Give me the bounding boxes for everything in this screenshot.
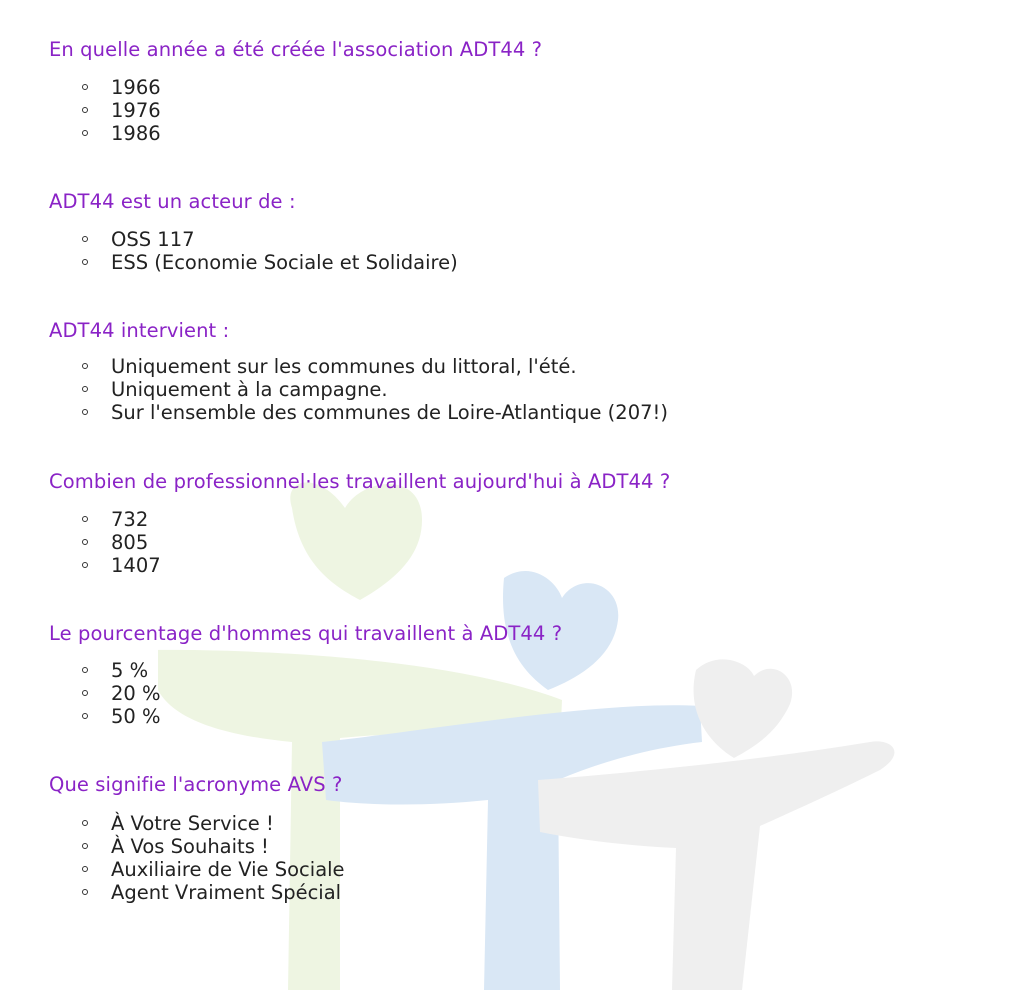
hollow-circle-icon bbox=[82, 539, 88, 545]
question-5: Le pourcentage d'hommes qui travaillent à ADT44 ? bbox=[49, 622, 563, 645]
option-label: 1986 bbox=[111, 122, 161, 145]
option-label: 732 bbox=[111, 508, 149, 531]
option-label: OSS 117 bbox=[111, 228, 195, 251]
hollow-circle-icon bbox=[82, 259, 88, 265]
option-label: 20 % bbox=[111, 682, 161, 705]
hollow-circle-icon bbox=[82, 843, 88, 849]
options-list-6 bbox=[78, 812, 345, 904]
option-item bbox=[78, 835, 345, 858]
hollow-circle-icon bbox=[82, 84, 88, 90]
option-label: ESS (Economie Sociale et Solidaire) bbox=[111, 251, 458, 274]
option-item bbox=[78, 99, 161, 122]
option-item bbox=[78, 659, 161, 682]
option-item bbox=[78, 682, 161, 705]
hollow-circle-icon bbox=[82, 562, 88, 568]
hollow-circle-icon bbox=[82, 409, 88, 415]
option-label: 805 bbox=[111, 531, 149, 554]
question-3: ADT44 intervient : bbox=[49, 319, 230, 342]
hollow-circle-icon bbox=[82, 363, 88, 369]
hollow-circle-icon bbox=[82, 820, 88, 826]
question-1: En quelle année a été créée l'association ADT44 ? bbox=[49, 38, 543, 61]
options-list-5 bbox=[78, 659, 161, 728]
options-list-4 bbox=[78, 508, 161, 577]
option-label: 5 % bbox=[111, 659, 149, 682]
option-item bbox=[78, 554, 161, 577]
option-label: À Votre Service ! bbox=[111, 812, 274, 835]
option-label: Auxiliaire de Vie Sociale bbox=[111, 858, 345, 881]
option-item bbox=[78, 122, 161, 145]
question-4: Combien de professionnel·les travaillent aujourd'hui à ADT44 ? bbox=[49, 470, 671, 493]
hollow-circle-icon bbox=[82, 516, 88, 522]
question-2: ADT44 est un acteur de : bbox=[49, 190, 296, 213]
option-label: Sur l'ensemble des communes de Loire-Atlantique (207!) bbox=[111, 401, 668, 424]
hollow-circle-icon bbox=[82, 107, 88, 113]
option-label: À Vos Souhaits ! bbox=[111, 835, 269, 858]
option-item bbox=[78, 401, 668, 424]
option-item bbox=[78, 812, 345, 835]
option-item bbox=[78, 508, 161, 531]
options-list-3 bbox=[78, 355, 668, 424]
hollow-circle-icon bbox=[82, 690, 88, 696]
option-label: 1407 bbox=[111, 554, 161, 577]
hollow-circle-icon bbox=[82, 236, 88, 242]
option-item bbox=[78, 251, 458, 274]
hollow-circle-icon bbox=[82, 713, 88, 719]
option-item bbox=[78, 531, 161, 554]
option-item bbox=[78, 76, 161, 99]
hollow-circle-icon bbox=[82, 667, 88, 673]
hollow-circle-icon bbox=[82, 130, 88, 136]
hollow-circle-icon bbox=[82, 386, 88, 392]
options-list-1 bbox=[78, 76, 161, 145]
option-label: Uniquement sur les communes du littoral, l'été. bbox=[111, 355, 577, 378]
option-item bbox=[78, 378, 668, 401]
option-item bbox=[78, 858, 345, 881]
question-6: Que signifie l'acronyme AVS ? bbox=[49, 773, 343, 796]
hollow-circle-icon bbox=[82, 889, 88, 895]
option-label: 1966 bbox=[111, 76, 161, 99]
options-list-2 bbox=[78, 228, 458, 274]
option-item bbox=[78, 355, 668, 378]
option-label: Agent Vraiment Spécial bbox=[111, 881, 342, 904]
option-label: 50 % bbox=[111, 705, 161, 728]
option-item bbox=[78, 228, 458, 251]
option-label: 1976 bbox=[111, 99, 161, 122]
hollow-circle-icon bbox=[82, 866, 88, 872]
option-label: Uniquement à la campagne. bbox=[111, 378, 388, 401]
option-item bbox=[78, 705, 161, 728]
option-item bbox=[78, 881, 345, 904]
